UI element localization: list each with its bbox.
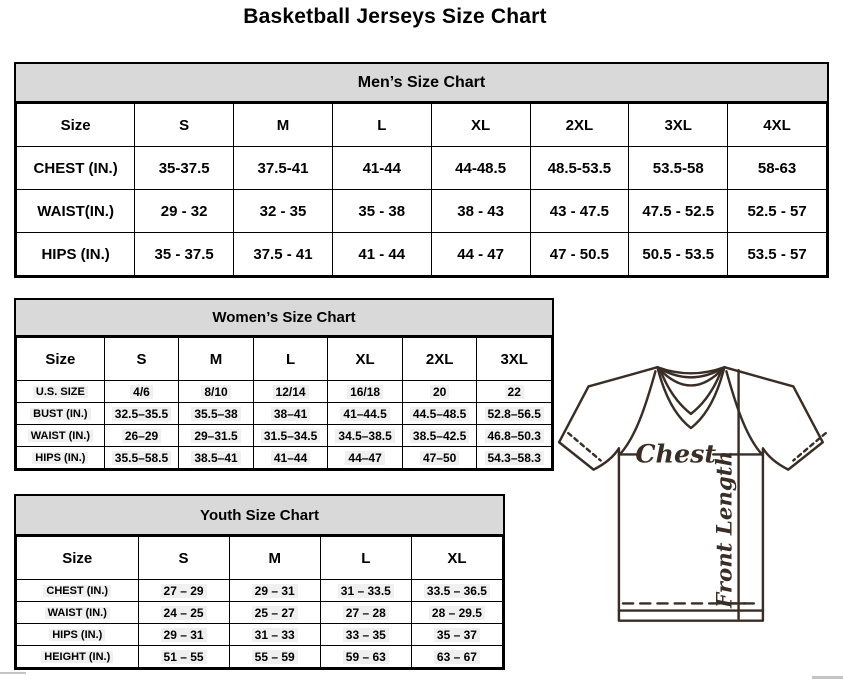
column-header-cell: S (104, 338, 179, 381)
value-cell: 53.5 - 57 (728, 233, 827, 276)
value-cell: 55 – 59 (229, 646, 320, 668)
value-cell: 31 – 33.5 (320, 580, 411, 602)
row-header-cell: U.S. SIZE (17, 381, 105, 403)
jersey-outline (559, 367, 823, 620)
column-header-cell: Size (17, 338, 105, 381)
value-cell: 35.5–58.5 (104, 447, 179, 469)
value-cell: 48.5-53.5 (530, 147, 629, 190)
value-cell: 63 – 67 (411, 646, 502, 668)
value-cell: 26–29 (104, 425, 179, 447)
value-cell: 59 – 63 (320, 646, 411, 668)
value-cell: 44 - 47 (431, 233, 530, 276)
womens-size-table (16, 337, 552, 469)
column-header-row (17, 104, 827, 147)
mens-size-chart (14, 62, 829, 278)
mens-size-table (16, 103, 827, 276)
value-cell: 29 – 31 (138, 624, 229, 646)
value-cell: 35 – 37 (411, 624, 502, 646)
youth-chart-title: Youth Size Chart (16, 496, 503, 536)
column-header-cell: Size (17, 104, 135, 147)
column-header-cell: XL (431, 104, 530, 147)
table-row (17, 646, 503, 668)
value-cell: 38–41 (253, 403, 328, 425)
table-row (17, 580, 503, 602)
table-row (17, 147, 827, 190)
front-length-label: Front Length (712, 450, 738, 608)
column-header-cell: M (234, 104, 333, 147)
column-header-cell: 2XL (402, 338, 477, 381)
value-cell: 32.5–35.5 (104, 403, 179, 425)
table-row (17, 624, 503, 646)
column-header-cell: 2XL (530, 104, 629, 147)
value-cell: 33.5 – 36.5 (411, 580, 502, 602)
womens-size-chart (14, 298, 554, 471)
value-cell: 4/6 (104, 381, 179, 403)
value-cell: 35.5–38 (179, 403, 254, 425)
table-row (17, 190, 827, 233)
value-cell: 46.8–50.3 (477, 425, 552, 447)
value-cell: 31 – 33 (229, 624, 320, 646)
column-header-cell: 3XL (477, 338, 552, 381)
column-header-cell: M (229, 537, 320, 580)
row-header-cell: WAIST (IN.) (17, 602, 139, 624)
value-cell: 20 (402, 381, 477, 403)
value-cell: 38.5–41 (179, 447, 254, 469)
value-cell: 51 – 55 (138, 646, 229, 668)
value-cell: 52.8–56.5 (477, 403, 552, 425)
page-title: Basketball Jerseys Size Chart (243, 5, 547, 28)
mens-chart-title: Men’s Size Chart (16, 64, 827, 103)
value-cell: 29 – 31 (229, 580, 320, 602)
value-cell: 38 - 43 (431, 190, 530, 233)
column-header-cell: XL (411, 537, 502, 580)
value-cell: 24 – 25 (138, 602, 229, 624)
row-header-cell: HIPS (IN.) (17, 447, 105, 469)
value-cell: 32 - 35 (234, 190, 333, 233)
value-cell: 37.5 - 41 (234, 233, 333, 276)
value-cell: 35 - 37.5 (135, 233, 234, 276)
value-cell: 47–50 (402, 447, 477, 469)
column-header-row (17, 338, 552, 381)
row-header-cell: HIPS (IN.) (17, 233, 135, 276)
row-header-cell: BUST (IN.) (17, 403, 105, 425)
value-cell: 44-48.5 (431, 147, 530, 190)
value-cell: 54.3–58.3 (477, 447, 552, 469)
row-header-cell: WAIST (IN.) (17, 425, 105, 447)
value-cell: 22 (477, 381, 552, 403)
value-cell: 53.5-58 (629, 147, 728, 190)
column-header-cell: L (332, 104, 431, 147)
value-cell: 27 – 29 (138, 580, 229, 602)
value-cell: 27 – 28 (320, 602, 411, 624)
value-cell: 34.5–38.5 (328, 425, 403, 447)
row-header-cell: HIPS (IN.) (17, 624, 139, 646)
value-cell: 41 - 44 (332, 233, 431, 276)
column-header-cell: 4XL (728, 104, 827, 147)
column-header-cell: 3XL (629, 104, 728, 147)
row-header-cell: CHEST (IN.) (17, 580, 139, 602)
column-header-cell: L (253, 338, 328, 381)
column-header-cell: L (320, 537, 411, 580)
value-cell: 29–31.5 (179, 425, 254, 447)
youth-size-chart (14, 494, 505, 670)
table-row (17, 403, 552, 425)
youth-size-table (16, 536, 503, 668)
value-cell: 35 - 38 (332, 190, 431, 233)
value-cell: 38.5–42.5 (402, 425, 477, 447)
scrollbar-artifact-left (0, 672, 26, 674)
table-row (17, 233, 827, 276)
value-cell: 31.5–34.5 (253, 425, 328, 447)
table-row (17, 381, 552, 403)
column-header-cell: S (135, 104, 234, 147)
value-cell: 41-44 (332, 147, 431, 190)
column-header-cell: S (138, 537, 229, 580)
value-cell: 29 - 32 (135, 190, 234, 233)
value-cell: 58-63 (728, 147, 827, 190)
value-cell: 47.5 - 52.5 (629, 190, 728, 233)
value-cell: 25 – 27 (229, 602, 320, 624)
value-cell: 41–44 (253, 447, 328, 469)
value-cell: 44–47 (328, 447, 403, 469)
value-cell: 43 - 47.5 (530, 190, 629, 233)
value-cell: 52.5 - 57 (728, 190, 827, 233)
jersey-diagram (552, 358, 842, 636)
row-header-cell: CHEST (IN.) (17, 147, 135, 190)
value-cell: 50.5 - 53.5 (629, 233, 728, 276)
column-header-cell: M (179, 338, 254, 381)
value-cell: 37.5-41 (234, 147, 333, 190)
table-row (17, 447, 552, 469)
row-header-cell: HEIGHT (IN.) (17, 646, 139, 668)
value-cell: 33 – 35 (320, 624, 411, 646)
value-cell: 28 – 29.5 (411, 602, 502, 624)
value-cell: 41–44.5 (328, 403, 403, 425)
value-cell: 44.5–48.5 (402, 403, 477, 425)
value-cell: 16/18 (328, 381, 403, 403)
table-row (17, 602, 503, 624)
chest-label: Chest (635, 438, 717, 469)
column-header-cell: XL (328, 338, 403, 381)
value-cell: 47 - 50.5 (530, 233, 629, 276)
column-header-cell: Size (17, 537, 139, 580)
column-header-row (17, 537, 503, 580)
row-header-cell: WAIST(IN.) (17, 190, 135, 233)
value-cell: 35-37.5 (135, 147, 234, 190)
value-cell: 8/10 (179, 381, 254, 403)
womens-chart-title: Women’s Size Chart (16, 300, 552, 337)
table-row (17, 425, 552, 447)
value-cell: 12/14 (253, 381, 328, 403)
